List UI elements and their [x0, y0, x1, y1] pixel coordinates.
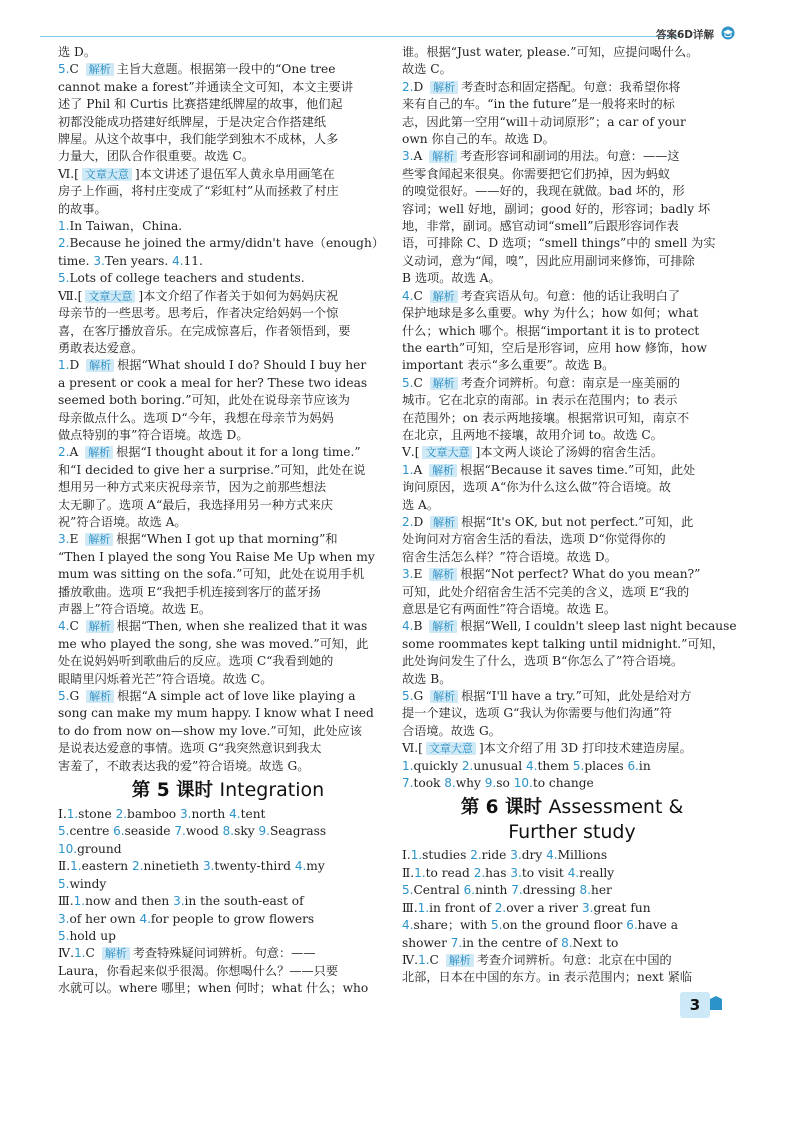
- answer-line: seemed both boring.”可知，此处在说母亲节应该为: [58, 393, 350, 408]
- item-number: 3.: [510, 848, 522, 863]
- answer-line: 2.A 解析 根据“I thought about it for a long time.”: [58, 445, 361, 460]
- item-number: 5.: [58, 876, 70, 891]
- answer-line: 2.Because he joined the army/didn't have（enough）: [58, 236, 385, 251]
- lesson-6-cn: 第 6 课时: [460, 797, 542, 819]
- answer-line: the earth”可知，空后是形容词，应用 how 修饰，how: [402, 340, 707, 355]
- answer-line: 5.C 解析 考查介词辨析。句意：南京是一座美丽的: [402, 375, 681, 390]
- lesson-5-cn: 第 5 课时: [131, 780, 214, 802]
- item-number: 1.: [58, 358, 70, 373]
- answer-line: 来有自己的车。“in the future”是一般将来时的标: [402, 97, 675, 112]
- item-number: 5.: [402, 375, 414, 390]
- answer-line: cannot make a forest”并通读全文可知，本文主要讲: [58, 79, 354, 94]
- answer-line: “Then I played the song You Raise Me Up when my: [58, 549, 375, 564]
- answer-line: Ⅲ.1.in front of 2.over a river 3.great fun: [402, 900, 651, 915]
- item-number: 2.: [402, 514, 414, 529]
- answer-line: own 你自己的车。故选 D。: [402, 132, 555, 147]
- item-number: 3.: [173, 894, 185, 909]
- summary-tag: 文章大意: [426, 742, 476, 755]
- answer-line: some roommates kept talking until midnight.”可知，: [402, 636, 724, 651]
- answer-line: 太无聊了。选项 A“最后，我选择用另一种方式来庆: [58, 497, 333, 512]
- answer-line: 母亲节的一些思考。思考后，作者决定给妈妈一个惊: [58, 306, 339, 321]
- answer-line: 城市。它在北京的南部。in 表示在范围内；to 表示: [402, 393, 678, 408]
- answer-line: 故选 C。: [402, 62, 452, 77]
- answer-line: Ⅶ.[ 文章大意 ]本文介绍了作者关于如何为妈妈庆祝: [58, 288, 339, 303]
- answer-line: Ⅱ.1.to read 2.has 3.to visit 4.really: [402, 865, 615, 880]
- answer-line: 声器上”符合语境。故选 E。: [58, 602, 212, 616]
- item-number: 4.: [229, 807, 241, 822]
- answer-line: mum was sitting on the sofa.”可知，此处在说用手机: [58, 567, 365, 582]
- answer-line: Ⅵ.[ 文章大意 ]本文讲述了退伍军人黄永阜用画笔在: [58, 166, 335, 181]
- answer-line: shower 7.in the centre of 8.Next to: [402, 935, 619, 950]
- answer-line: Ⅳ.1.C 解析 考查特殊疑问词辨析。句意：——: [58, 946, 316, 961]
- analysis-tag: 解析: [430, 290, 458, 303]
- right-column: [402, 44, 742, 987]
- item-number: 7.: [174, 824, 186, 839]
- item-number: 1.: [410, 848, 423, 863]
- item-number: 1.: [414, 865, 426, 880]
- answer-line: 水就可以。where 哪里；when 何时；what 什么；who: [58, 981, 369, 996]
- analysis-tag: 解析: [86, 63, 114, 76]
- answer-line: a present or cook a meal for her? These two ideas: [58, 375, 368, 390]
- answer-line: 什么；which 哪个。根据“important it is to protect: [402, 323, 700, 338]
- answer-line: 5.G 解析 根据“I'll have a try.”可知，此处是给对方: [402, 689, 692, 704]
- item-number: 1.: [70, 859, 82, 874]
- summary-tag: 文章大意: [85, 290, 135, 303]
- item-number: 5.: [491, 918, 503, 933]
- item-number: 4.: [58, 619, 70, 634]
- answer-line: 述了 Phil 和 Curtis 比赛搭建纸牌屋的故事，他们起: [58, 97, 343, 112]
- item-number: 3.: [93, 253, 105, 268]
- answer-line: B 选项。故选 A。: [402, 271, 501, 286]
- analysis-tag: 解析: [429, 150, 457, 163]
- item-number: 3.: [202, 859, 215, 874]
- answer-line: Ⅲ.1.now and then 3.in the south-east of: [58, 894, 304, 909]
- page-arrow-icon: [710, 996, 722, 1010]
- answer-line: 5.hold up: [58, 928, 116, 943]
- answer-line: 想用另一种方式来庆祝母亲节，因为之前那些想法: [58, 480, 327, 495]
- answer-line: 喜，在客厅播放音乐。在完成惊喜后，作者领悟到，要: [58, 323, 351, 338]
- item-number: 6.: [463, 883, 476, 898]
- item-number: 3.: [582, 900, 594, 915]
- answer-line: 4.share；with 5.on the ground floor 6.have a: [402, 918, 679, 933]
- item-number: 1.: [58, 219, 70, 234]
- item-number: 7.: [511, 883, 523, 898]
- item-number: 2.: [494, 900, 507, 915]
- answer-line: 3.E 解析 根据“Not perfect? What do you mean?”: [402, 567, 701, 582]
- item-number: 8.: [561, 935, 573, 950]
- header-label: 答案6D详解: [655, 29, 714, 41]
- answer-line: Ⅵ.[ 文章大意 ]本文介绍了用 3D 打印技术建造房屋。: [402, 741, 692, 756]
- answer-line: 2.D 解析 考查时态和固定搭配。句意：我希望你将: [402, 79, 681, 94]
- item-number: 5.: [58, 824, 70, 839]
- answer-line: 5.windy: [58, 876, 107, 891]
- page-number: 3: [680, 992, 710, 1018]
- item-number: 2.: [115, 807, 128, 822]
- item-number: 3.: [402, 567, 414, 582]
- analysis-tag: 解析: [429, 620, 457, 633]
- lesson-6-heading: [402, 795, 742, 844]
- answer-line: Ⅴ.[ 文章大意 ]本文两人谈论了汤姆的宿舍生活。: [402, 445, 664, 460]
- answer-line: 3.A 解析 考查形容词和副词的用法。句意：——这: [402, 149, 680, 164]
- answer-line: to do from now on—show my love.”可知，此处应该: [58, 723, 362, 738]
- answer-line: 是说表达爱意的事情。选项 G“我突然意识到我太: [58, 741, 322, 756]
- item-number: 5.: [572, 758, 585, 773]
- answer-line: 语，可排除 C、D 选项；“smell things”中的 smell 为实: [402, 236, 716, 251]
- answer-line: 5.Central 6.ninth 7.dressing 8.her: [402, 883, 612, 898]
- answer-line: 播放歌曲。选项 E“我把手机连接到客厅的蓝牙扬: [58, 584, 321, 599]
- item-number: 3.: [58, 532, 70, 547]
- answer-line: 4.C 解析 根据“Then, when she realized that it was: [58, 619, 368, 634]
- answer-line: 5.centre 6.seaside 7.wood 8.sky 9.Seagrass: [58, 824, 327, 839]
- answer-line: 4.C 解析 考查宾语从句。句意：他的话让我明白了: [402, 288, 681, 303]
- answer-line: Ⅰ.1.studies 2.ride 3.dry 4.Millions: [402, 848, 608, 863]
- item-number: 4.: [567, 865, 580, 880]
- item-number: 4.: [546, 848, 558, 863]
- analysis-tag: 解析: [430, 81, 458, 94]
- answer-line: 1.A 解析 根据“Because it saves time.”可知，此处: [402, 462, 696, 477]
- analysis-tag: 解析: [85, 533, 113, 546]
- item-number: 2.: [461, 758, 474, 773]
- item-number: 5.: [58, 928, 70, 943]
- answer-line: 宿舍生活怎么样？”符合语境。故选 D。: [402, 549, 617, 564]
- answer-line: Laura，你看起来似乎很渴。你想喝什么？——只要: [58, 963, 339, 978]
- item-number: 1.: [402, 462, 414, 477]
- analysis-tag: 解析: [429, 464, 457, 477]
- item-number: 4.: [402, 918, 414, 933]
- answer-line: Ⅰ.1.stone 2.bamboo 3.north 4.tent: [58, 807, 266, 822]
- answer-line: 地，非常，副词。感官动词“smell”后跟形容词作表: [402, 219, 679, 234]
- answer-line: 些零食闻起来很臭。你需要把它们扔掉，因为蚂蚁: [402, 166, 671, 181]
- lesson-6-en2: Further study: [508, 821, 636, 844]
- answer-line: 保护地球是多么重要。why 为什么；how 如何；what: [402, 306, 699, 321]
- item-number: 4.: [139, 911, 151, 926]
- item-number: 2.: [132, 859, 144, 874]
- item-number: 9.: [258, 824, 270, 839]
- answer-line: 牌屋。从这个故事中，我们能学到独木不成林，人多: [58, 132, 339, 147]
- answer-line: 的故事。: [58, 201, 107, 216]
- answer-line: 可知，此处介绍宿舍生活不完美的含义，选项 E“我的: [402, 584, 690, 599]
- answer-line: important 表示“多么重要”。故选 B。: [402, 358, 615, 373]
- analysis-tag: 解析: [86, 690, 114, 703]
- answer-line: 7.took 8.why 9.so 10.to change: [402, 776, 594, 791]
- item-number: 3.: [510, 865, 522, 880]
- answer-line: 处在说妈妈听到歌曲后的反应。选项 C“我看到她的: [58, 654, 334, 669]
- answer-line: 谁。根据“Just water, please.”可知，应提问喝什么。: [402, 45, 699, 59]
- summary-tag: 文章大意: [422, 446, 472, 459]
- analysis-tag: 解析: [430, 690, 458, 703]
- item-number: 6.: [627, 758, 639, 773]
- answer-line: 在北京，且两地不接壤，故用介词 to。故选 C。: [402, 427, 663, 442]
- answer-line: 3.of her own 4.for people to grow flowers: [58, 911, 315, 926]
- item-number: 1.: [402, 758, 414, 773]
- answer-line: 在范围外；on 表示两地接壤。根据常识可知，南京不: [402, 410, 690, 425]
- item-number: 6.: [626, 918, 638, 933]
- analysis-tag: 解析: [430, 377, 458, 390]
- answer-line: 3.E 解析 根据“When I got up that morning”和: [58, 532, 338, 547]
- item-number: 10.: [513, 776, 533, 791]
- item-number: 4.: [402, 619, 414, 634]
- lesson-5-heading: [58, 778, 398, 803]
- item-number: 7.: [450, 935, 463, 950]
- answer-line: 的嗅觉很好。——好的，我现在就做。bad 坏的，形: [402, 184, 685, 199]
- answer-line: 4.B 解析 根据“Well, I couldn't sleep last night because: [402, 619, 737, 634]
- answer-line: 北部，日本在中国的东方。in 表示范围内；next 紧临: [402, 970, 693, 985]
- answer-line: 志，因此第一空用“will＋动词原形”；a car of your: [402, 114, 686, 129]
- answer-line: 此处询问发生了什么，选项 B“你怎么了”符合语境。: [402, 654, 684, 669]
- left-answers-bottom: [58, 806, 398, 997]
- answer-line: 5.Lots of college teachers and students.: [58, 271, 305, 286]
- analysis-tag: 解析: [429, 568, 457, 581]
- analysis-tag: 解析: [430, 516, 458, 529]
- item-number: 4.: [294, 859, 307, 874]
- answer-line: 5.C 解析 主旨大意题。根据第一段中的“One tree: [58, 62, 336, 77]
- item-number: 4.: [172, 253, 184, 268]
- answer-line: 选 A。: [402, 497, 440, 512]
- answer-line: 眼睛里闪烁着光芒”符合语境。故选 C。: [58, 671, 273, 686]
- item-number: 6.: [113, 824, 125, 839]
- answer-line: 2.D 解析 根据“It's OK, but not perfect.”可知，此: [402, 514, 694, 529]
- book-cap-icon: [720, 26, 736, 40]
- item-number: 2.: [58, 445, 70, 460]
- answer-line: 故选 B。: [402, 671, 452, 686]
- item-number: 5.: [58, 271, 70, 286]
- right-answers-bottom: [402, 847, 742, 986]
- item-number: 2.: [473, 865, 486, 880]
- item-number: 1.: [418, 952, 430, 967]
- answer-line: 合语境。故选 G。: [402, 723, 501, 738]
- item-number: 5.: [58, 689, 70, 704]
- analysis-tag: 解析: [85, 446, 113, 459]
- item-number: 5.: [402, 689, 414, 704]
- answer-line: 做点特别的事”符合语境。故选 D。: [58, 427, 249, 442]
- item-number: 1.: [417, 900, 430, 915]
- item-number: 1.: [66, 807, 79, 822]
- item-number: 2.: [470, 848, 482, 863]
- header-rule: [40, 36, 680, 37]
- answer-line: 询问原因，选项 A“你为什么这么做”符合语境。故: [402, 480, 671, 495]
- item-number: 2.: [402, 79, 414, 94]
- answer-line: 害羞了，不敢表达我的爱”符合语境。故选 G。: [58, 758, 310, 773]
- item-number: 4.: [526, 758, 538, 773]
- answer-line: time. 3.Ten years. 4.11.: [58, 253, 203, 268]
- answer-line: 房子上作画，将村庄变成了“彩虹村”从而拯救了村庄: [58, 184, 339, 199]
- item-number: 10.: [58, 841, 78, 856]
- analysis-tag: 解析: [446, 954, 474, 967]
- item-number: 3.: [180, 807, 192, 822]
- item-number: 3.: [402, 149, 414, 164]
- answer-line: 义动词，意为“闻，嗅”，因此应用副词来修饰，可排除: [402, 253, 695, 268]
- item-number: 3.: [58, 911, 70, 926]
- answer-line: 容词；well 好地，副词；good 好的，形容词；badly 坏: [402, 201, 711, 216]
- left-column: [58, 44, 398, 998]
- item-number: 8.: [579, 883, 591, 898]
- item-number: 7.: [402, 776, 414, 791]
- analysis-tag: 解析: [102, 947, 130, 960]
- item-number: 5.: [402, 883, 414, 898]
- answer-line: 力量大，团队合作很重要。故选 C。: [58, 149, 255, 164]
- answer-line: Ⅱ.1.eastern 2.ninetieth 3.twenty-third 4.my: [58, 859, 325, 874]
- item-number: 9.: [484, 776, 497, 791]
- answer-line: 和“I decided to give her a surprise.”可知，此处在说: [58, 462, 366, 477]
- item-number: 2.: [58, 236, 70, 251]
- answer-line: Ⅳ.1.C 解析 考查介词辨析。句意：北京在中国的: [402, 952, 672, 967]
- answer-line: song can make my mum happy. I know what I need: [58, 706, 374, 721]
- lesson-5-en: Integration: [219, 779, 325, 802]
- analysis-tag: 解析: [86, 620, 114, 633]
- answer-line: 处询问对方宿舍生活的看法，选项 D“你觉得你的: [402, 532, 666, 547]
- item-number: 1.: [74, 946, 86, 961]
- analysis-tag: 解析: [86, 359, 114, 372]
- lesson-6-en1: Assessment &: [548, 796, 684, 819]
- summary-tag: 文章大意: [82, 168, 132, 181]
- answer-line: 意思是它有两面性”符合语境。故选 E。: [402, 602, 617, 616]
- item-number: 8.: [222, 824, 235, 839]
- answer-line: 选 D。: [58, 45, 97, 59]
- answer-line: 初都没能成功搭建好纸牌屋，于是决定合作搭建纸: [58, 114, 327, 129]
- answer-line: 祝”符合语境。故选 A。: [58, 514, 187, 529]
- item-number: 4.: [402, 288, 414, 303]
- item-number: 5.: [58, 62, 70, 77]
- answer-line: 5.G 解析 根据“A simple act of love like playing a: [58, 689, 356, 704]
- answer-line: 1.In Taiwan，China.: [58, 219, 183, 234]
- answer-line: 1.D 解析 根据“What should I do? Should I buy her: [58, 358, 367, 373]
- item-number: 1.: [73, 894, 86, 909]
- right-answers-top: [402, 44, 742, 792]
- answer-line: me who played the song, she was moved.”可知，此: [58, 636, 369, 651]
- answer-line: 勇敢表达爱意。: [58, 340, 144, 355]
- answer-line: 提一个建议，选项 G“我认为你需要与他们沟通”符: [402, 706, 672, 721]
- item-number: 8.: [444, 776, 456, 791]
- left-answers-top: [58, 44, 398, 775]
- answer-line: 10.ground: [58, 841, 122, 856]
- answer-line: 1.quickly 2.unusual 4.them 5.places 6.in: [402, 758, 651, 773]
- answer-line: 母亲做点什么。选项 D“今年，我想在母亲节为妈妈: [58, 410, 334, 425]
